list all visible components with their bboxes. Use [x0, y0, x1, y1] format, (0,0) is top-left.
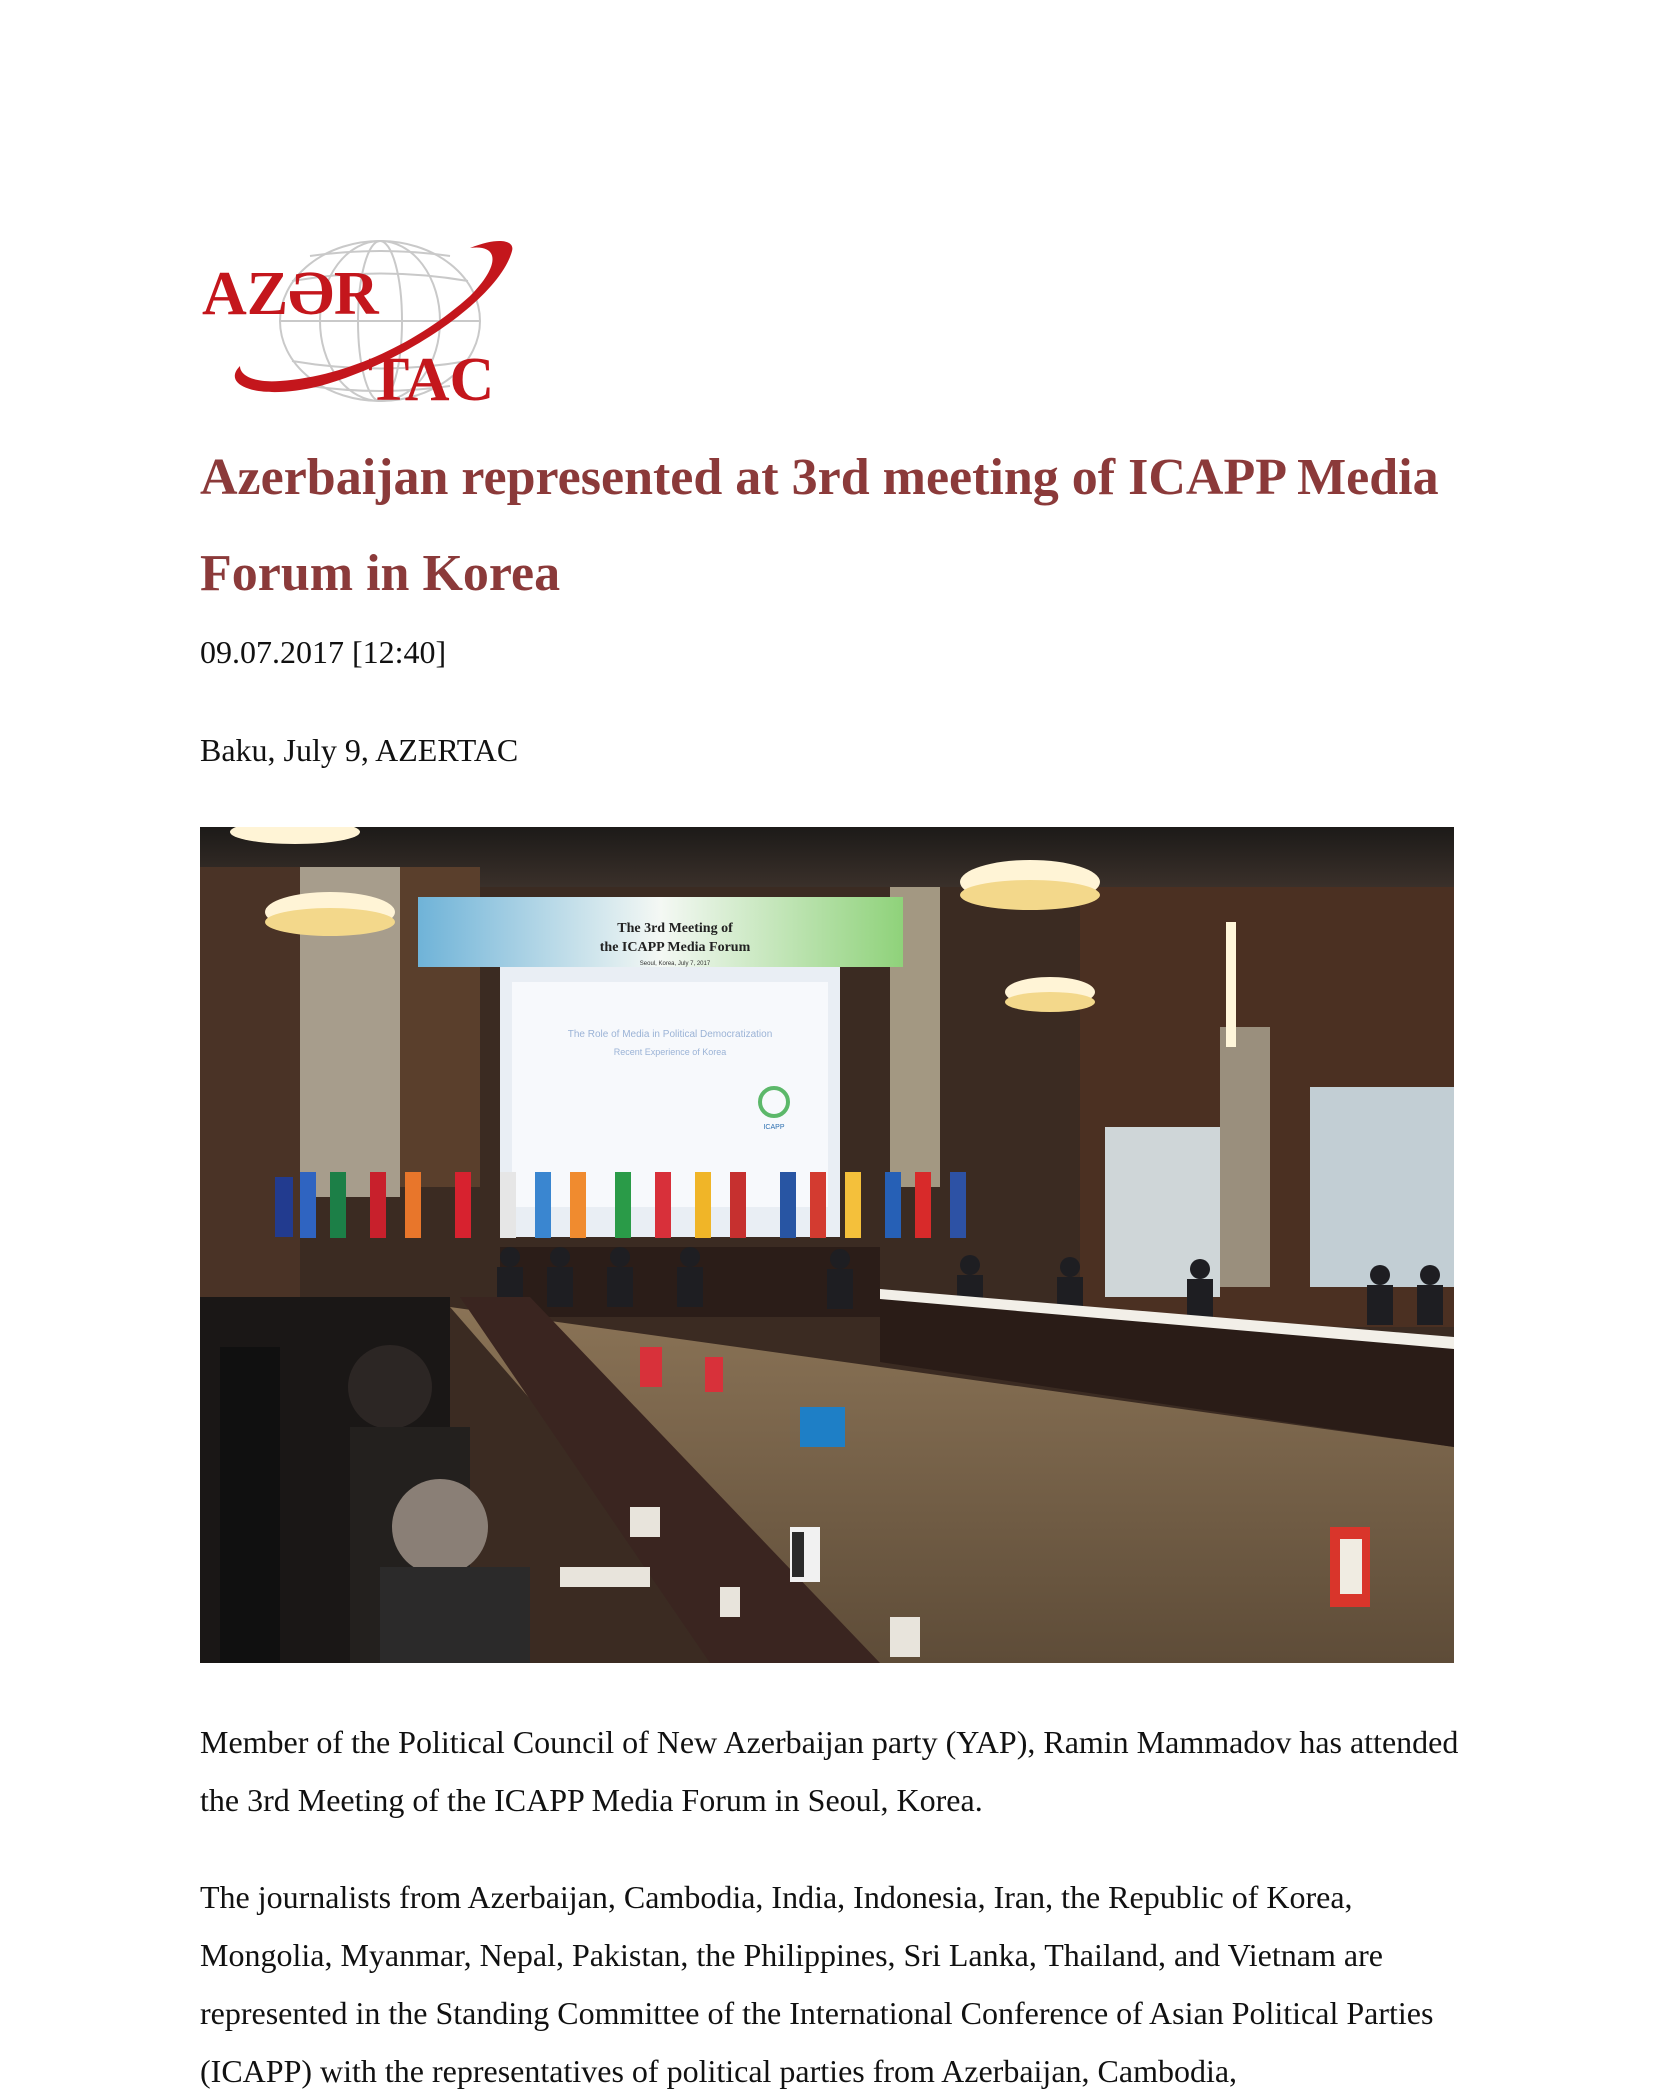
- screen-line1: The Role of Media in Political Democratization: [567, 1029, 773, 1040]
- logo-line2: TAC: [368, 346, 495, 406]
- article-title: Azerbaijan represented at 3rd meeting of ICAPP Media Forum in Korea: [200, 449, 1439, 602]
- banner-line3: Seoul, Korea, July 7, 2017: [639, 961, 711, 967]
- screen-line2: Recent Experience of Korea: [613, 1047, 727, 1057]
- logo-line1: AZƏR: [202, 260, 379, 328]
- banner-line1: The 3rd Meeting of: [617, 921, 733, 936]
- article-dateline: Baku, July 9, AZERTAC: [200, 732, 519, 768]
- azertac-logo: [200, 236, 516, 406]
- article-paragraph-2: The journalists from Azerbaijan, Cambodia, India, Indonesia, Iran, the Republic of Korea, Mongolia, Myanmar, Nepal, Pakistan, the Philippines, Sri Lanka, Thailand, and Vietnam are represented in the Standing Committee of the International Conference of Asian Political Parties (ICAPP) with the representatives of political parties from Azerbaijan, Cambodia,: [200, 1879, 1434, 2089]
- article-date: 09.07.2017 [12:40]: [200, 634, 447, 670]
- conference-room-image: [200, 827, 1454, 1663]
- screen-logo: ICAPP: [763, 1124, 785, 1131]
- article-photo: [200, 827, 1454, 1663]
- article-paragraph-1: Member of the Political Council of New Azerbaijan party (YAP), Ramin Mammadov has attended the 3rd Meeting of the ICAPP Media Forum in Seoul, Korea.: [200, 1724, 1459, 1818]
- banner-line2: the ICAPP Media Forum: [599, 940, 751, 955]
